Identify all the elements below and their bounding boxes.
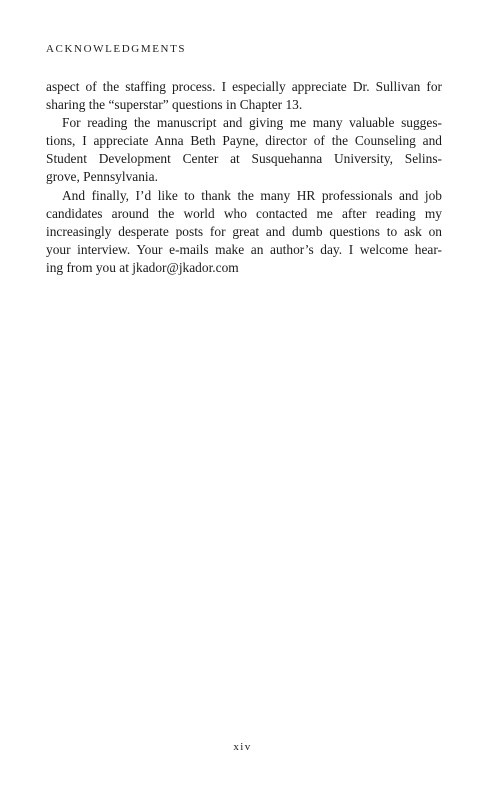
page-number: xiv <box>233 741 252 753</box>
text-line: aspect of the staffing process. I especially appreciate Dr. Sullivan for <box>46 79 442 94</box>
text-line: your interview. Your e-mails make an author’s day. I welcome hear- <box>46 241 442 257</box>
text-line: ing from you at jkador@jkador.com <box>46 259 239 275</box>
text-line: sharing the “superstar” questions in Chapter 13. <box>46 97 303 113</box>
text-line: candidates around the world who contacted me after reading my <box>46 205 442 221</box>
text-line: Student Development Center at Susquehanna University, Selins- <box>46 151 442 167</box>
text-line: increasingly desperate posts for great and dumb questions to ask on <box>46 223 442 239</box>
text-line: grove, Pennsylvania. <box>46 169 158 185</box>
paragraph <box>46 114 442 186</box>
text-line: For reading the manuscript and giving me many valuable sugges- <box>62 115 442 131</box>
running-head: ACKNOWLEDGMENTS <box>46 43 187 55</box>
body-text <box>46 78 442 277</box>
paragraph <box>46 78 442 114</box>
paragraph <box>46 187 442 277</box>
text-line: tions, I appreciate Anna Beth Payne, director of the Counseling and <box>46 133 442 149</box>
text-line: And finally, I’d like to thank the many HR professionals and job <box>62 187 442 203</box>
